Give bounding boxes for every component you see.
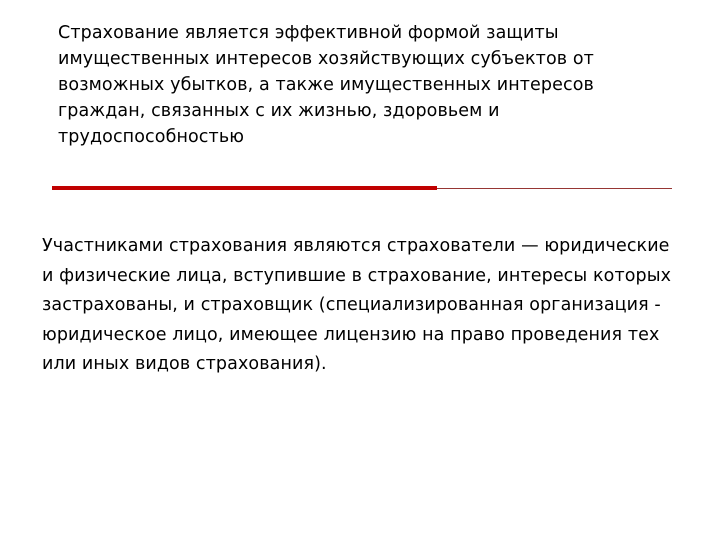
paragraph-insurance-participants: Участниками страхования являются страхователи — юридические и физические лица, вступившие в страхование, интересы которых застрахованы, и страховщик (специализированная организация - юридическое лицо, имеющее лицензию на право проведения тех или иных видов страхования). bbox=[42, 236, 672, 374]
paragraph-insurance-definition: Страхование является эффективной формой защиты имущественных интересов хозяйствующих субъектов от возможных убытков, а также имущественных интересов граждан, связанных с их жизнью, здоровьем и трудоспособностью bbox=[58, 23, 594, 147]
text-block-definition bbox=[58, 20, 668, 150]
divider-thick-line bbox=[52, 186, 437, 190]
text-block-participants bbox=[42, 232, 682, 380]
divider bbox=[52, 186, 672, 192]
